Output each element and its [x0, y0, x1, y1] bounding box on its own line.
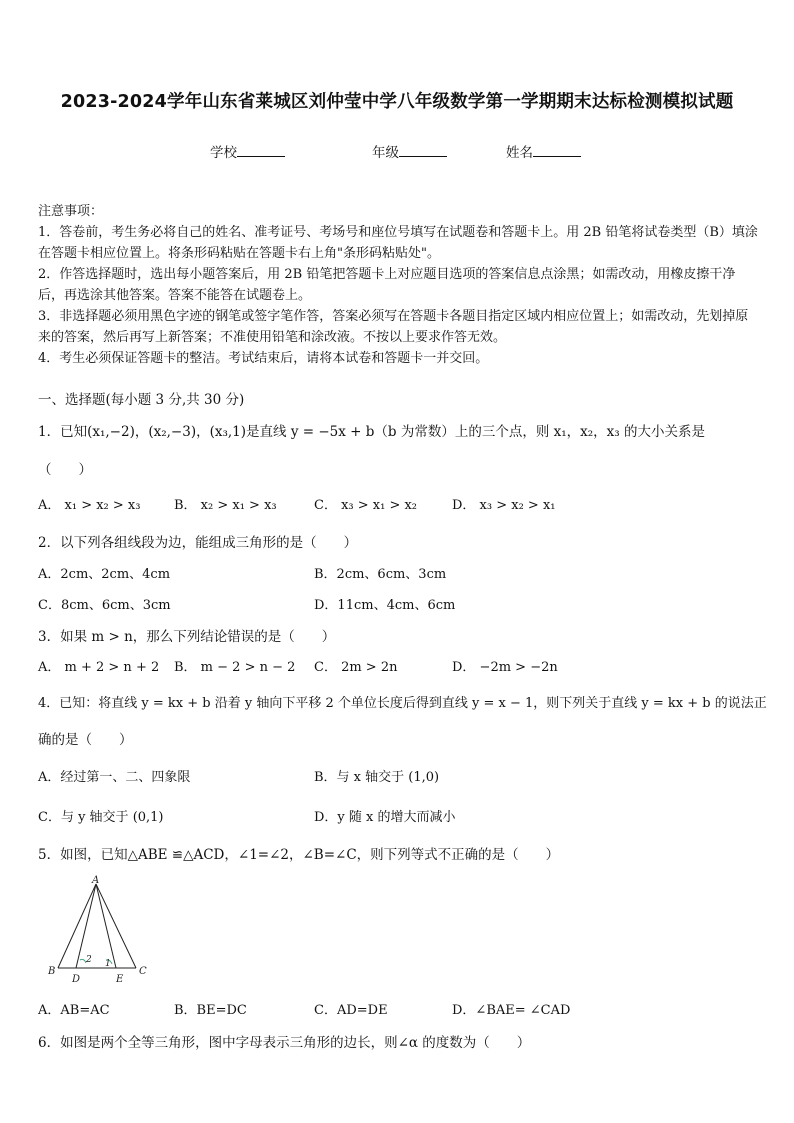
- grade-label: 年级: [372, 145, 399, 161]
- label-b: B: [48, 966, 56, 977]
- label-c: C: [139, 966, 147, 977]
- notes-block: [38, 201, 758, 369]
- q3-option-d: D． −2m > −2n: [452, 660, 558, 675]
- q4-option-b: B．与 x 轴交于 (1,0): [314, 770, 440, 785]
- grade-field: [372, 141, 447, 161]
- note-item: 4．考生必须保证答题卡的整洁。考试结束后，请将本试卷和答题卡一并交回。: [38, 351, 489, 366]
- q6-stem: 6．如图是两个全等三角形，图中字母表示三角形的边长，则∠α 的度数为（ ）: [38, 1035, 531, 1051]
- school-blank: [237, 144, 285, 157]
- q1-stem: 1．已知(x₁,−2)，(x₂,−3)，(x₃,1)是直线 y = −5x + b（b 为常数）上的三个点，则 x₁，x₂，x₃ 的大小关系是: [38, 424, 705, 440]
- q2-option-b: B．2cm、6cm、3cm: [314, 567, 447, 582]
- q3-option-c: C． 2m > 2n: [314, 660, 398, 675]
- label-angle-2: 2: [86, 955, 92, 965]
- note-item: 1．答卷前，考生务必将自己的姓名、准考证号、考场号和座位号填写在试题卷和答题卡上。用 2B 铅笔将试卷类型（B）填涂在答题卡相应位置上。将条形码粘贴在答题卡右上角"条形码粘贴处"。: [38, 225, 758, 261]
- q5-option-c: C．AD=DE: [314, 1003, 388, 1018]
- q4-option-d: D．y 随 x 的增大而减小: [314, 810, 456, 825]
- label-e: E: [116, 974, 124, 985]
- q3-option-a: A． m + 2 > n + 2: [38, 660, 160, 675]
- q1-option-b: B． x₂ > x₁ > x₃: [174, 498, 277, 513]
- notes-heading: 注意事项：: [38, 204, 104, 219]
- school-label: 学校: [210, 145, 237, 161]
- q5-option-b: B．BE=DC: [174, 1003, 247, 1018]
- section-heading: 一、选择题(每小题 3 分,共 30 分): [38, 392, 245, 408]
- label-angle-1: 1: [105, 959, 111, 969]
- q1-option-c: C． x₃ > x₁ > x₂: [314, 498, 418, 513]
- q4-stem-line1: 4．已知：将直线 y = kx + b 沿着 y 轴向下平移 2 个单位长度后得到直线 y = x − 1，则下列关于直线 y = kx + b 的说法正: [38, 696, 767, 711]
- q5-stem: 5．如图，已知△ABE ≌△ACD，∠1=∠2，∠B=∠C，则下列等式不正确的是（ ）: [38, 847, 560, 863]
- edge-ac: [96, 884, 136, 968]
- q2-option-d: D．11cm、4cm、6cm: [314, 598, 456, 613]
- q1-option-d: D． x₃ > x₂ > x₁: [452, 498, 556, 513]
- q2-option-a: A．2cm、2cm、4cm: [38, 567, 171, 582]
- edge-ae: [96, 884, 116, 968]
- grade-blank: [399, 144, 447, 157]
- q3-stem: 3．如果 m > n，那么下列结论错误的是（ ）: [38, 629, 336, 645]
- name-field: [506, 141, 581, 161]
- q5-option-a: A．AB=AC: [38, 1003, 110, 1018]
- label-d: D: [72, 974, 81, 985]
- name-label: 姓名: [506, 145, 533, 161]
- q4-stem-line2: 确的是（ ）: [38, 732, 133, 748]
- q2-stem: 2．以下列各组线段为边，能组成三角形的是（ ）: [38, 535, 358, 551]
- q3-option-b: B． m − 2 > n − 2: [174, 660, 296, 675]
- school-field: [210, 141, 285, 161]
- q5-option-d: D．∠BAE= ∠CAD: [452, 1003, 571, 1018]
- name-blank: [533, 144, 581, 157]
- page-title: 2023-2024学年山东省莱城区刘仲莹中学八年级数学第一学期期末达标检测模拟试题: [60, 92, 734, 112]
- q1-paren: （ ）: [38, 462, 92, 478]
- q5-triangle-figure: [44, 874, 164, 986]
- q4-option-c: C．与 y 轴交于 (0,1): [38, 810, 164, 825]
- q4-option-a: A．经过第一、二、四象限: [38, 770, 191, 785]
- note-item: 2．作答选择题时，选出每小题答案后，用 2B 铅笔把答题卡上对应题目选项的答案信息点涂黑；如需改动，用橡皮擦干净后，再选涂其他答案。答案不能答在试题卷上。: [38, 267, 736, 303]
- label-a: A: [92, 875, 100, 886]
- q2-option-c: C．8cm、6cm、3cm: [38, 598, 171, 613]
- note-item: 3．非选择题必须用黑色字迹的钢笔或签字笔作答，答案必须写在答题卡各题目指定区域内相应位置上；如需改动，先划掉原来的答案，然后再写上新答案；不准使用铅笔和涂改液。不按以上要求作答无效。: [38, 309, 749, 345]
- q1-option-a: A． x₁ > x₂ > x₃: [38, 498, 141, 513]
